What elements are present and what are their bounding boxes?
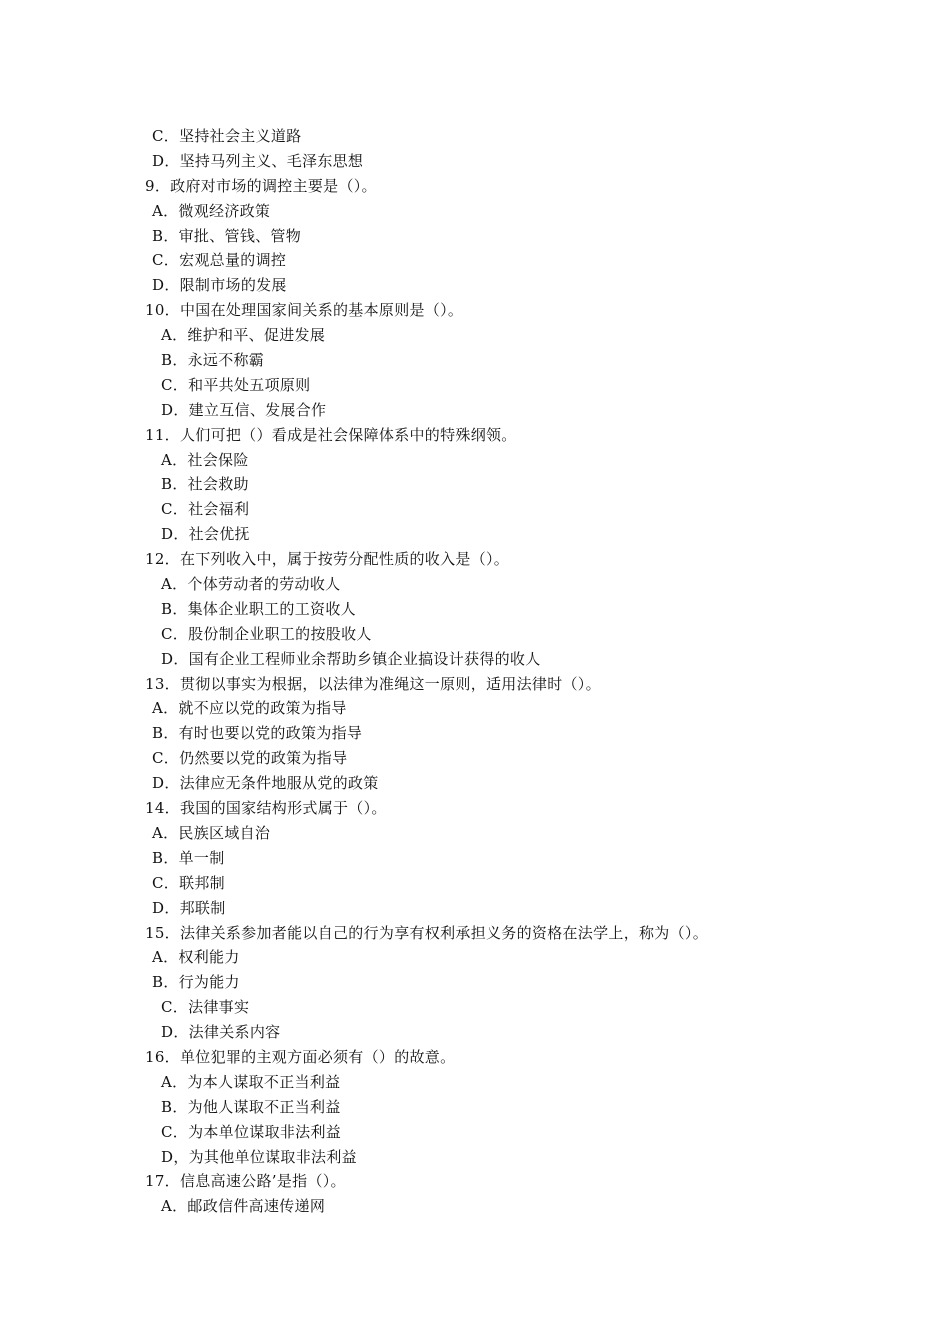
answer-option: D．法律关系内容 — [161, 1023, 281, 1042]
answer-option: C．法律事实 — [161, 998, 250, 1017]
answer-option: A．邮政信件高速传递网 — [161, 1197, 326, 1216]
answer-option: A．社会保险 — [161, 450, 249, 469]
question-text: 12．在下列收入中，属于按劳分配性质的收入是（）。 — [145, 550, 510, 569]
question-text: 10．中国在处理国家间关系的基本原则是（）。 — [145, 301, 464, 320]
answer-option: B．永远不称霸 — [161, 351, 265, 370]
answer-option: A．微观经济政策 — [152, 201, 271, 220]
answer-option: C．宏观总量的调控 — [152, 251, 287, 270]
answer-option: D，为其他单位谋取非法利益 — [161, 1147, 357, 1166]
question-text: 11．人们可把（）看成是社会保障体系中的特殊纲领。 — [145, 425, 517, 444]
answer-option: D．限制市场的发展 — [152, 276, 287, 295]
answer-option: D．社会优抚 — [161, 525, 250, 544]
answer-option: A．为本人谋取不正当利益 — [161, 1072, 341, 1091]
answer-option: C．为本单位谋取非法利益 — [161, 1122, 342, 1141]
answer-option: B．行为能力 — [152, 973, 240, 992]
question-text: 9．政府对市场的调控主要是（）。 — [145, 176, 377, 195]
answer-option: C．坚持社会主义道路 — [152, 127, 302, 145]
answer-option: B．有时也要以党的政策为指导 — [152, 724, 363, 743]
answer-option: B．审批、管钱、管物 — [152, 226, 302, 245]
answer-option: B．集体企业职工的工资收人 — [161, 599, 356, 618]
answer-option: B．为他人谋取不正当利益 — [161, 1097, 341, 1116]
answer-option: D．坚持马列主义、毛泽东思想 — [152, 151, 364, 170]
answer-option: D．邦联制 — [152, 898, 226, 917]
question-text: 17．信息高速公路’是指（）。 — [145, 1172, 346, 1191]
answer-option: C．仍然要以党的政策为指导 — [152, 749, 348, 768]
answer-option: C．股份制企业职工的按股收人 — [161, 624, 372, 643]
answer-option: A．个体劳动者的劳动收人 — [161, 575, 341, 594]
answer-option: C．社会福利 — [161, 500, 250, 519]
question-text: 13．贯彻以事实为根据，以法律为准绳这一原则，适用法律时（）。 — [145, 674, 601, 693]
answer-option: B．社会救助 — [161, 475, 249, 494]
answer-option: C．联邦制 — [152, 873, 225, 892]
answer-option: A．就不应以党的政策为指导 — [152, 699, 347, 718]
document-page — [0, 124, 950, 1219]
answer-option: C．和平共处五项原则 — [161, 375, 311, 394]
answer-option: A．权利能力 — [152, 948, 240, 967]
answer-option: A．民族区域自治 — [152, 823, 271, 842]
answer-option: B．单一制 — [152, 848, 225, 867]
answer-option: D．国有企业工程师业余帮助乡镇企业搞设计获得的收人 — [161, 649, 541, 668]
answer-option: D．建立互信、发展合作 — [161, 400, 327, 419]
question-text: 16．单位犯罪的主观方面必须有（）的故意。 — [145, 1047, 456, 1066]
question-text: 14．我国的国家结构形式属于（）。 — [145, 799, 387, 818]
question-text: 15．法律关系参加者能以自己的行为享有权利承担义务的资格在法学上，称为（）。 — [145, 923, 708, 942]
answer-option: D．法律应无条件地服从党的政策 — [152, 774, 379, 793]
answer-option: A．维护和平、促进发展 — [161, 326, 326, 345]
